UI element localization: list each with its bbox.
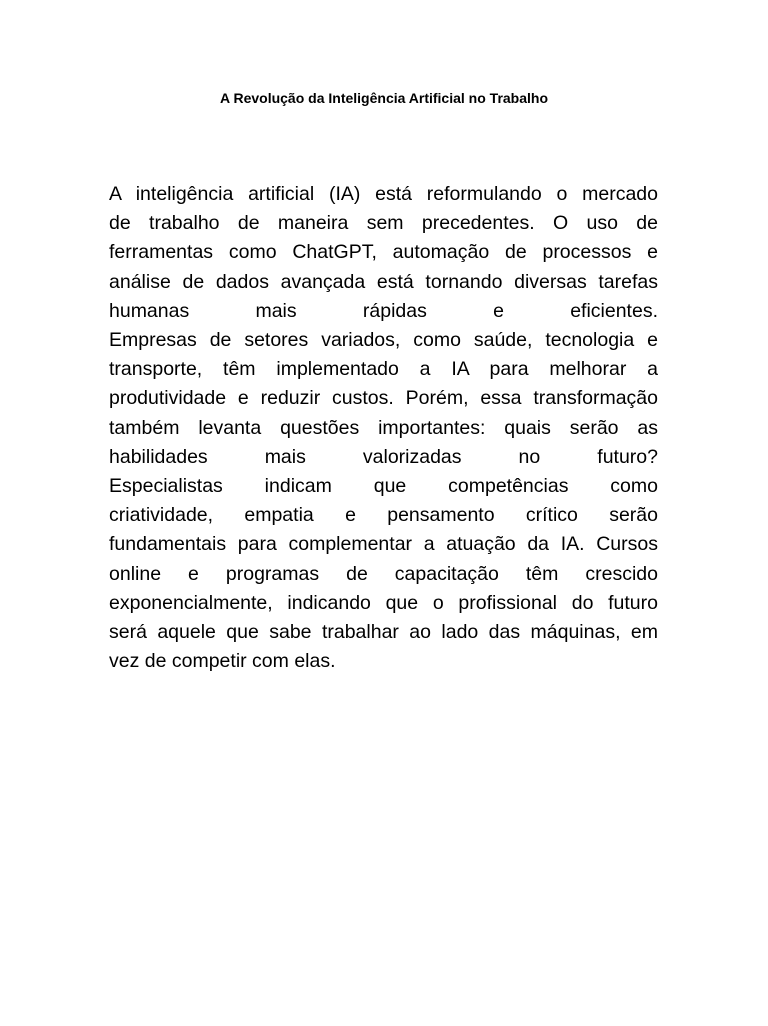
- document-body: [109, 180, 658, 676]
- body-line: análise de dados avançada está tornando diversas tarefas: [109, 270, 658, 293]
- body-line: ferramentas como ChatGPT, automação de processos e: [109, 241, 658, 264]
- body-line: exponencialmente, indicando que o profissional do futuro: [109, 591, 658, 614]
- body-line: Especialistas indicam que competências como: [109, 475, 658, 498]
- body-line: online e programas de capacitação têm crescido: [109, 562, 658, 585]
- body-line: criatividade, empatia e pensamento crítico serão: [109, 504, 658, 527]
- body-line: também levanta questões importantes: quais serão as: [109, 416, 658, 439]
- body-line: vez de competir com elas.: [109, 650, 336, 673]
- body-line: produtividade e reduzir custos. Porém, essa transformação: [109, 387, 658, 410]
- body-line: habilidades mais valorizadas no futuro?: [109, 445, 658, 468]
- body-line: transporte, têm implementado a IA para melhorar a: [109, 358, 658, 381]
- document-title: A Revolução da Inteligência Artificial no Trabalho: [219, 90, 549, 106]
- body-line: fundamentais para complementar a atuação da IA. Cursos: [109, 533, 658, 556]
- body-line: de trabalho de maneira sem precedentes. O uso de: [109, 212, 658, 235]
- body-line: será aquele que sabe trabalhar ao lado das máquinas, em: [109, 621, 658, 644]
- body-line: humanas mais rápidas e eficientes.: [109, 299, 658, 322]
- body-line: Empresas de setores variados, como saúde, tecnologia e: [109, 329, 658, 352]
- body-line: A inteligência artificial (IA) está reformulando o mercado: [109, 183, 658, 205]
